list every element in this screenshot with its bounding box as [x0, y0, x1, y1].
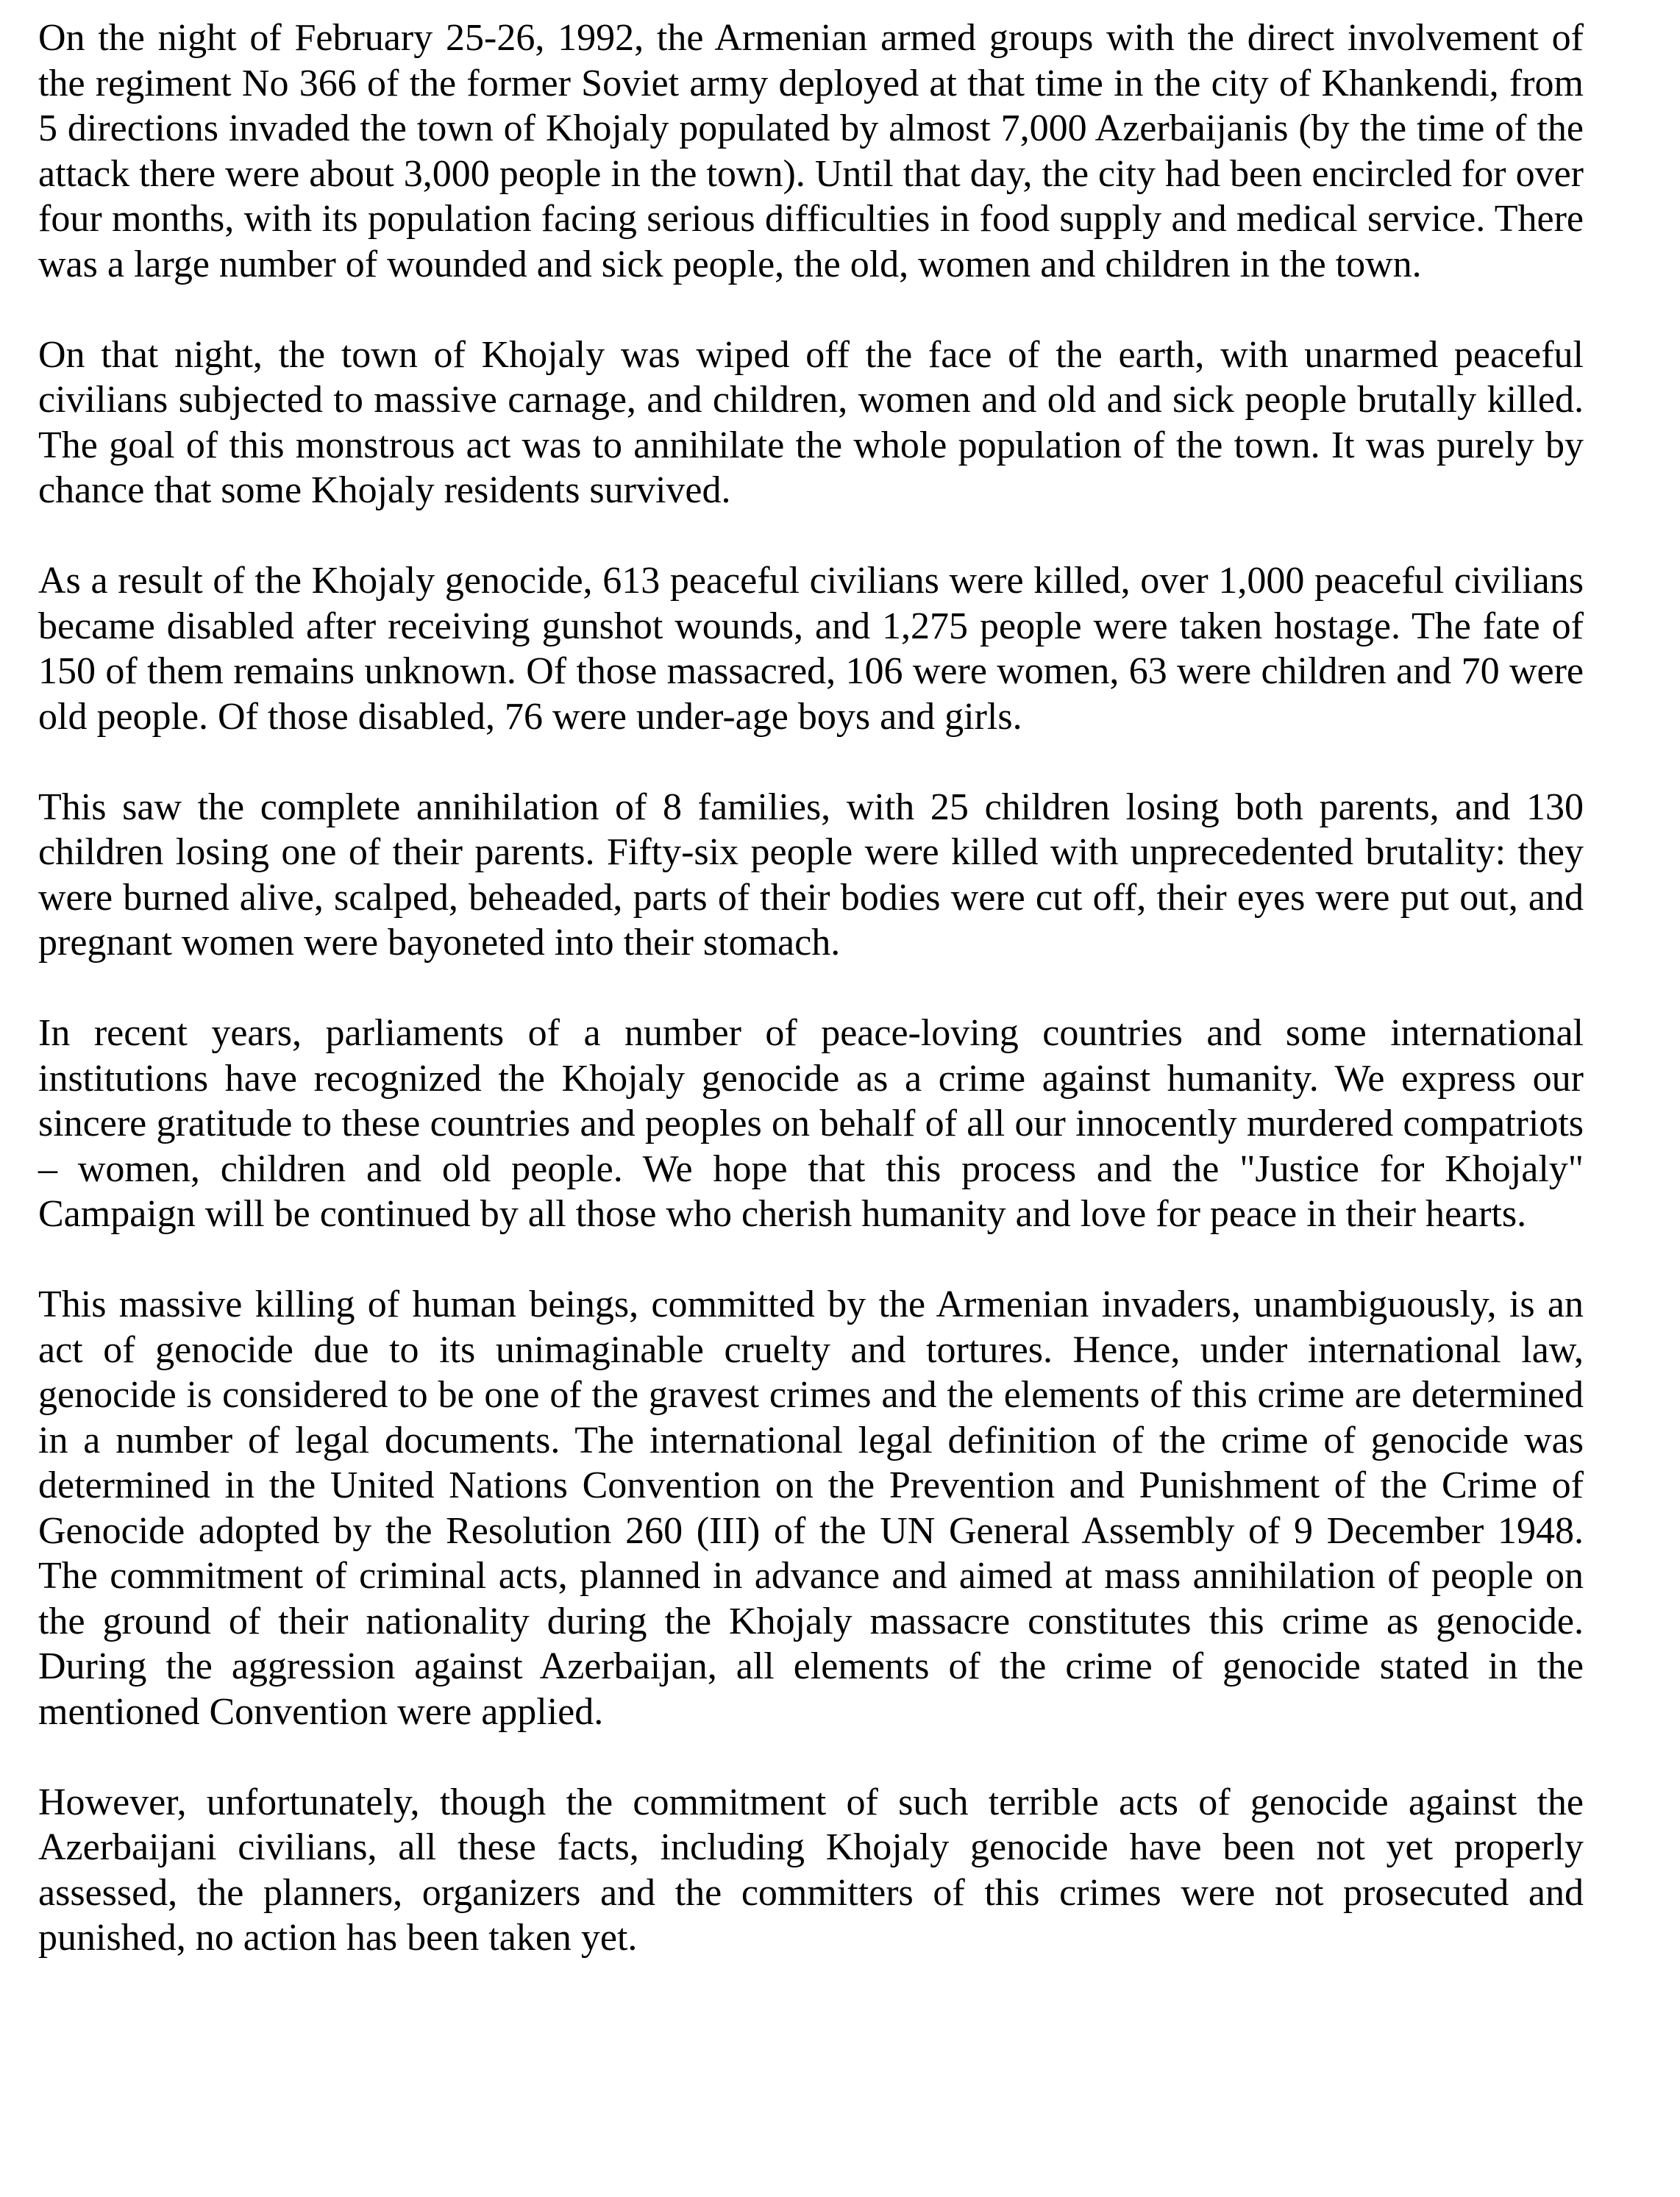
- paragraph-legal-definition: This massive killing of human beings, committed by the Armenian invaders, unambiguously, is an act of genocide due to its unimaginable cruelty and tortures. Hence, under international law, genocide is considered to be one of the gravest crimes and the elements of this crime are determined in a number of legal documents. The international legal definition of the crime of genocide was determined in the United Nations Convention on the Prevention and Punishment of the Crime of Genocide adopted by the Resolution 260 (III) of the UN General Assembly of 9 December 1948. The commitment of criminal acts, planned in advance and aimed at mass annihilation of people on the ground of their nationality during the Khojaly massacre constitutes this crime as genocide. During the aggression against Azerbaijan, all elements of the crime of genocide stated in the mentioned Convention were applied.: [38, 1283, 1584, 1733]
- paragraph-no-action-taken: However, unfortunately, though the commitment of such terrible acts of genocide against the Azerbaijani civilians, all these facts, including Khojaly genocide have been not yet properly assessed, the planners, organizers and the committers of this crimes were not prosecuted and punished, no action has been taken yet.: [38, 1781, 1584, 1959]
- document-body: [38, 15, 1584, 1961]
- paragraph-families-annihilated: This saw the complete annihilation of 8 families, with 25 children losing both parents, and 130 children losing one of their parents. Fifty-six people were killed with unprecedented brutality: they were burned alive, scalped, beheaded, parts of their bodies were cut off, their eyes were put out, and pregnant women were bayoneted into their stomach.: [38, 786, 1584, 964]
- paragraph-town-destroyed: On that night, the town of Khojaly was wiped off the face of the earth, with unarmed peaceful civilians subjected to massive carnage, and children, women and old and sick people brutally killed. The goal of this monstrous act was to annihilate the whole population of the town. It was purely by chance that some Khojaly residents survived.: [38, 333, 1584, 511]
- paragraph-casualty-figures: As a result of the Khojaly genocide, 613 peaceful civilians were killed, over 1,000 peaceful civilians became disabled after receiving gunshot wounds, and 1,275 people were taken hostage. The fate of 150 of them remains unknown. Of those massacred, 106 were women, 63 were children and 70 were old people. Of those disabled, 76 were under-age boys and girls.: [38, 560, 1584, 738]
- paragraph-attack-overview: On the night of February 25-26, 1992, the Armenian armed groups with the direct involvement of the regiment No 366 of the former Soviet army deployed at that time in the city of Khankendi, from 5 directions invaded the town of Khojaly populated by almost 7,000 Azerbaijanis (by the time of the attack there were about 3,000 people in the town). Until that day, the city had been encircled for over four months, with its population facing serious difficulties in food supply and medical service. There was a large number of wounded and sick people, the old, women and children in the town.: [38, 17, 1584, 285]
- paragraph-international-recognition: In recent years, parliaments of a number of peace-loving countries and some international institutions have recognized the Khojaly genocide as a crime against humanity. We express our sincere gratitude to these countries and peoples on behalf of all our innocently murdered compatriots – women, children and old people. We hope that this process and the "Justice for Khojaly" Campaign will be continued by all those who cherish humanity and love for peace in their hearts.: [38, 1012, 1584, 1235]
